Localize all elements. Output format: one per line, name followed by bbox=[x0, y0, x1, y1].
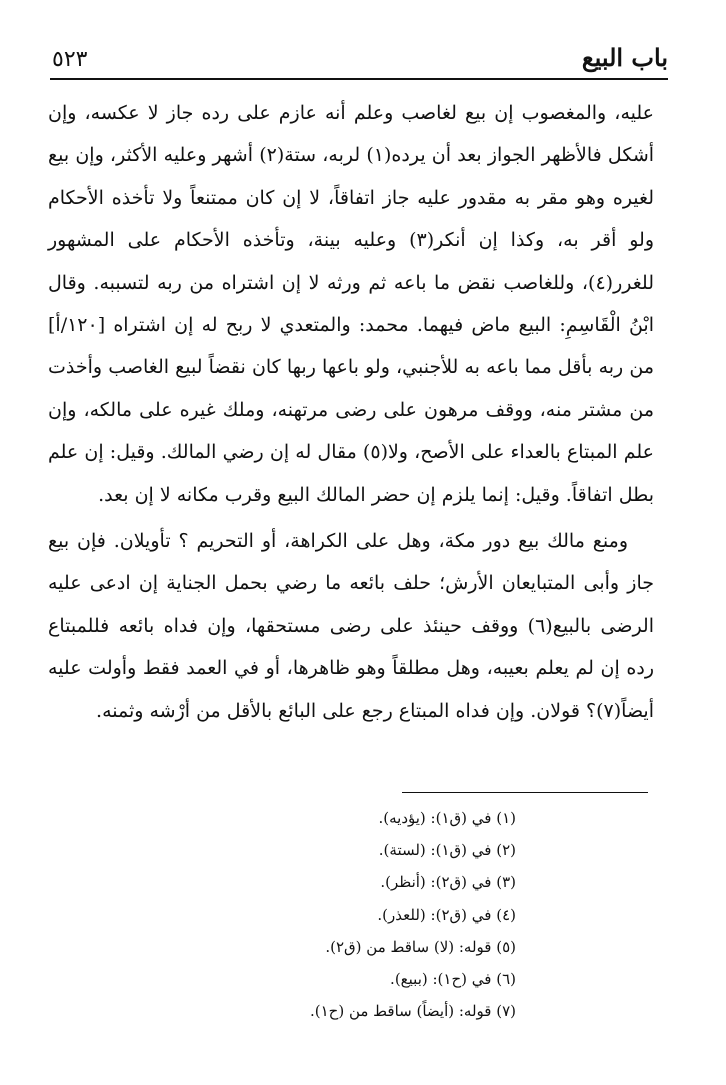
footnote: (٣) في (ق٢): (أنظر). bbox=[380, 873, 516, 892]
footnote: (١) في (ق١): (يؤديه). bbox=[378, 809, 516, 827]
footnotes bbox=[300, 802, 516, 1027]
footnote-divider bbox=[402, 792, 648, 793]
footnote: (٦) في (ح١): (ببيع). bbox=[390, 970, 516, 989]
paragraph: عليه، والمغصوب إن بيع لغاصب وعلم أنه عازم على رده جاز لا عكسه، وإن أشكل فالأظهر الجواز بعد أن يرده(١) لربه، ستة(٢) أشهر وعليه الأكثر، وإن بيع لغيره وهو مقر به مقدور عليه جاز اتفاقاً، لا إن كان ممتنعاً ولا تأخذه الأحكام ولو أقر به، وكذا إن أنكر(٣) وعليه بينة، وتأخذه الأحكام على المشهور للغرر(٤)، وللغاصب نقض ما باعه ثم ورثه لا إن اشتراه من ربه لتسببه. وقال ابْنُ الْقَاسِمِ: البيع ماض فيهما. محمد: والمتعدي لا ربح له إن اشتراه [١٢٠/أ] من ربه بأقل مما باعه به للأجنبي، ولو باعها ربها كان نقضاً لبيع الغاصب وأخذت من مشتر منه، ووقف مرهون على رضى مرتهنه، وملك غيره على مالكه، وإن علم المبتاع بالعداء على الأصح، ولا(٥) مقال له إن رضي المالك. وقيل: إن علم بطل اتفاقاً. وقيل: إنما يلزم إن حضر المالك البيع وقرب مكانه لا إن بعد. bbox=[48, 102, 655, 506]
paragraph: ومنع مالك بيع دور مكة، وهل على الكراهة، أو التحريم ؟ تأويلان. فإن بيع جاز وأبى المتبايعان الأرش؛ حلف بائعه ما رضي بحمل الجناية إن ادعى عليه الرضى بالبيع(٦) ووقف حينئذ على رضى مستحقها، وإن فداه بائعه فللمبتاع رده إن لم يعلم بعيبه، وهل مطلقاً وهو ظاهرها، أو في العمد فقط وأولت عليه أيضاً(٧)؟ قولان. وإن فداه المبتاع رجع على البائع بالأقل من أرْشه وثمنه. bbox=[48, 530, 655, 722]
page-number: ٥٢٣ bbox=[52, 47, 88, 72]
footnote: (٥) قوله: (لا) ساقط من (ق٢). bbox=[325, 937, 516, 956]
footnote: (٢) في (ق١): (لستة). bbox=[378, 841, 516, 860]
header-divider bbox=[50, 78, 668, 80]
footnote: (٧) قوله: (أيضاً) ساقط من (ح١). bbox=[309, 1002, 516, 1021]
chapter-title: باب البيع bbox=[581, 43, 668, 72]
footnote: (٤) في (ق٢): (للعذر). bbox=[377, 905, 516, 924]
page-header bbox=[52, 30, 668, 78]
main-text bbox=[48, 92, 654, 732]
